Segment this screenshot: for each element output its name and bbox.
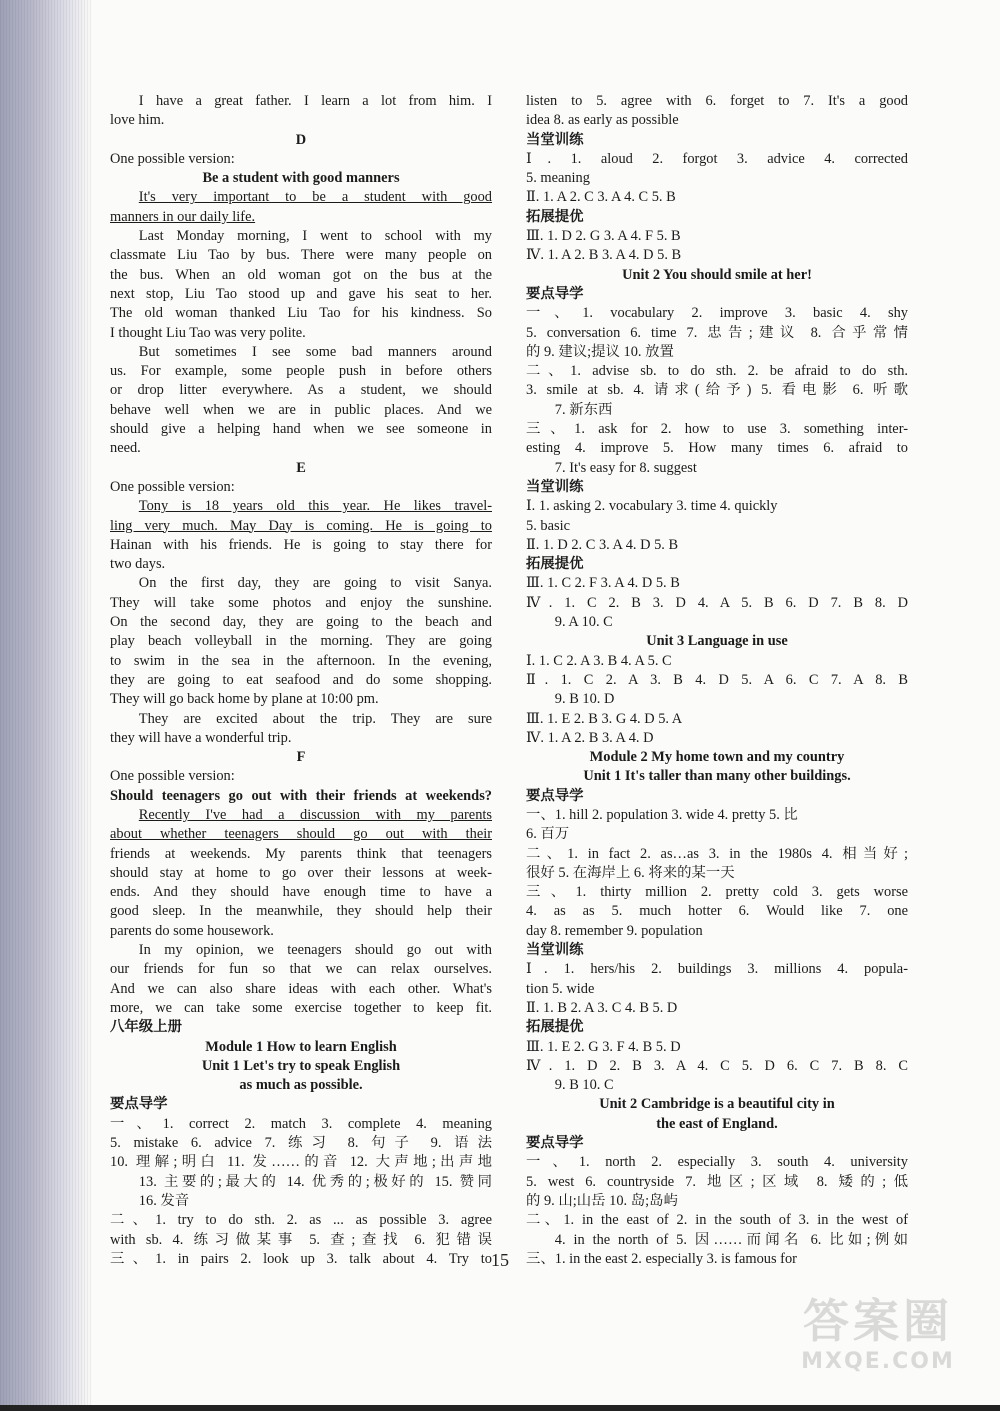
text-line: good sleep. In the meanwhile, they should help their: [110, 903, 492, 920]
text-line: 八年级上册: [110, 1019, 182, 1036]
text-line: 5. meaning: [526, 170, 590, 187]
text-line: Should teenagers go out with their friends at weekends?: [110, 787, 492, 804]
text-line: 的 9. 建议;提议 10. 放置: [526, 343, 674, 360]
text-line: 13. 主要的;最大的 14. 优秀的;极好的 15. 赞同: [138, 1173, 492, 1190]
text-line: Ⅱ. 1. C 2. A 3. B 4. D 5. A 6. C 7. A 8. B: [526, 671, 908, 688]
text-line: 5. basic: [526, 517, 570, 534]
text-line: manners in our daily life.: [110, 208, 256, 225]
text-line: our friends for fun so that we can relax ourselves.: [110, 961, 492, 978]
text-line: Unit 1 It's taller than many other buildings.: [583, 768, 851, 785]
text-line: Unit 1 Let's try to speak English: [201, 1057, 401, 1074]
text-line: 要点导学: [110, 1096, 168, 1113]
text-line: One possible version:: [110, 478, 235, 495]
left-column: [110, 92, 492, 1269]
text-line: classmate Liu Tao by bus. There were many people on: [110, 247, 492, 264]
text-line: Tony is 18 years old this year. He likes travel-: [138, 498, 492, 515]
page-number: 15: [491, 1250, 509, 1270]
text-line: 二、1. advise sb. to do sth. 2. be afraid to do sth.: [526, 363, 908, 380]
text-line: friends at weekends. My parents think that teenagers: [110, 845, 492, 862]
text-line: 5. conversation 6. time 7. 忠告;建议 8. 合乎常情: [526, 324, 908, 341]
text-line: behave well when we are in public places. And we: [110, 401, 492, 418]
text-line: 三、1. in the east 2. especially 3. is famous for: [526, 1250, 797, 1267]
text-line: Last Monday morning, I went to school with my: [138, 228, 492, 245]
scan-bottom-border: [0, 1405, 1000, 1411]
text-line: should stay at home to go over their lessons at week-: [110, 864, 492, 881]
text-line: listen to 5. agree with 6. forget to 7. It's a good: [526, 93, 908, 109]
text-line: I have a great father. I learn a lot from him. I: [138, 93, 492, 109]
text-line: 5. mistake 6. advice 7. 练习 8. 句子 9. 语法: [110, 1135, 492, 1152]
text-line: about whether teenagers should go out with their: [110, 826, 492, 843]
text-line: But sometimes I see some bad manners around: [138, 343, 492, 360]
text-line: 三、1. thirty million 2. pretty cold 3. gets worse: [526, 884, 908, 901]
text-line: Ⅰ. 1. hers/his 2. buildings 3. millions 4. popula-: [526, 961, 908, 978]
text-line: Ⅲ. 1. E 2. G 3. F 4. B 5. D: [526, 1038, 681, 1055]
text-line: 三、1. in pairs 2. look up 3. talk about 4. Try to: [110, 1250, 492, 1267]
text-line: E: [296, 459, 306, 476]
text-line: 当堂训练: [526, 131, 584, 148]
text-line: 一、1. north 2. especially 3. south 4. university: [526, 1154, 908, 1171]
text-line: 当堂训练: [526, 478, 584, 495]
text-line: D: [295, 131, 307, 148]
text-line: Ⅱ. 1. A 2. C 3. A 4. C 5. B: [526, 189, 676, 206]
text-line: day 8. remember 9. population: [526, 922, 703, 939]
scan-edge-shading: [0, 0, 92, 1411]
text-line: 二、1. in fact 2. as…as 3. in the 1980s 4. 相当好;: [526, 845, 908, 862]
text-line: One possible version:: [110, 768, 235, 785]
text-line: ling very much. May Day is coming. He is going to: [110, 517, 492, 534]
text-line: or drop litter everywhere. As a student, we should: [110, 382, 492, 399]
text-line: They will go back home by plane at 10:00 pm.: [110, 691, 379, 708]
text-line: F: [296, 749, 306, 766]
text-line: Ⅳ. 1. C 2. B 3. D 4. A 5. B 6. D 7. B 8. D: [526, 594, 908, 611]
text-line: Ⅲ. 1. D 2. G 3. A 4. F 5. B: [526, 228, 681, 245]
watermark-logo: [778, 1293, 978, 1393]
text-line: Ⅰ. 1. C 2. A 3. B 4. A 5. C: [526, 652, 672, 669]
text-line: 很好 5. 在海岸上 6. 将来的某一天: [526, 864, 735, 881]
text-line: 16. 发音: [138, 1192, 190, 1209]
text-line: 9. A 10. C: [554, 614, 613, 631]
text-line: they will have a wonderful trip.: [110, 729, 292, 746]
text-line: ends. And they should have enough time to have a: [110, 884, 492, 901]
text-line: Recently I've had a discussion with my parents: [138, 806, 492, 823]
text-line: idea 8. as early as possible: [526, 112, 679, 129]
text-line: the bus. When an old woman got on the bus at the: [110, 266, 492, 283]
text-line: play beach volleyball in the morning. They are going: [110, 633, 492, 650]
text-line: as much as possible.: [239, 1077, 363, 1094]
text-line: 4. in the north of 5. 因……而闻名 6. 比如;例如: [554, 1231, 908, 1248]
text-line: should give a helping hand when we see someone in: [110, 421, 492, 438]
text-line: Be a student with good manners: [202, 170, 400, 187]
text-line: 10. 理解;明白 11. 发……的音 12. 大声地;出声地: [110, 1154, 492, 1171]
text-line: parents do some housework.: [110, 922, 274, 939]
text-line: Ⅳ. 1. D 2. B 3. A 4. C 5. D 6. C 7. B 8. C: [526, 1057, 908, 1074]
text-line: 9. B 10. D: [554, 691, 615, 708]
text-line: Module 1 How to learn English: [205, 1038, 397, 1055]
text-line: with sb. 4. 练习做某事 5. 查;查找 6. 犯错误: [110, 1231, 492, 1248]
text-line: Ⅲ. 1. E 2. B 3. G 4. D 5. A: [526, 710, 683, 727]
text-line: In my opinion, we teenagers should go out with: [138, 942, 492, 959]
text-line: They will take some photos and enjoy the sunshine.: [110, 594, 492, 611]
text-line: 要点导学: [526, 1135, 584, 1152]
text-line: 7. 新东西: [554, 401, 613, 418]
text-line: next stop, Liu Tao stood up and gave his seat to her.: [110, 285, 492, 302]
text-line: Ⅱ. 1. B 2. A 3. C 4. B 5. D: [526, 999, 678, 1016]
text-line: Hainan with his friends. He is going to stay there for: [110, 536, 492, 553]
text-line: 4. as as 5. much hotter 6. Would like 7. one: [526, 903, 908, 920]
text-line: Ⅲ. 1. C 2. F 3. A 4. D 5. B: [526, 575, 680, 592]
text-line: need.: [110, 440, 141, 457]
text-line: two days.: [110, 556, 166, 573]
text-line: 二、1. try to do sth. 2. as ... as possible 3. agree: [110, 1212, 492, 1229]
text-line: love him.: [110, 112, 165, 129]
watermark-text: 答案圈: [803, 1294, 953, 1348]
text-line: Ⅰ. 1. asking 2. vocabulary 3. time 4. quickly: [526, 498, 778, 515]
text-line: Unit 3 Language in use: [646, 633, 788, 650]
text-line: Ⅳ. 1. A 2. B 3. A 4. D 5. B: [526, 247, 682, 264]
text-line: 二、1. in the east of 2. in the south of 3. in the west of: [526, 1212, 908, 1229]
text-line: 一、1. hill 2. population 3. wide 4. pretty 5. 比: [526, 806, 798, 823]
text-line: the east of England.: [656, 1115, 778, 1132]
text-line: Module 2 My home town and my country: [589, 749, 845, 766]
text-line: 三、1. ask for 2. how to use 3. something inter-: [526, 421, 908, 438]
text-line: tion 5. wide: [526, 980, 595, 997]
text-line: 拓展提优: [526, 208, 584, 225]
text-line: 要点导学: [526, 285, 584, 302]
text-line: esting 4. improve 5. How many times 6. afraid to: [526, 440, 908, 457]
text-line: 要点导学: [526, 787, 584, 804]
text-line: 6. 百万: [526, 826, 570, 843]
text-line: On the first day, they are going to visit Sanya.: [138, 575, 492, 592]
text-line: 的 9. 山;山岳 10. 岛;岛屿: [526, 1192, 678, 1209]
text-line: Ⅱ. 1. D 2. C 3. A 4. D 5. B: [526, 536, 679, 553]
text-line: they are going to eat seafood and do some shopping.: [110, 671, 492, 688]
text-line: And we can also share ideas with each other. What's: [110, 980, 492, 997]
text-line: Ⅳ. 1. A 2. B 3. A 4. D: [526, 729, 654, 746]
text-line: 7. It's easy for 8. suggest: [554, 459, 697, 476]
text-line: 9. B 10. C: [554, 1077, 614, 1094]
text-line: Unit 2 You should smile at her!: [622, 266, 812, 283]
watermark-url: MXQE.COM: [801, 1349, 955, 1374]
text-line: The old woman thanked Liu Tao for his kindness. So: [110, 305, 492, 322]
text-line: Ⅰ. 1. aloud 2. forgot 3. advice 4. corrected: [526, 150, 908, 167]
text-line: to swim in the sea in the afternoon. In the evening,: [110, 652, 492, 669]
text-line: 拓展提优: [526, 556, 584, 573]
text-line: Unit 2 Cambridge is a beautiful city in: [599, 1096, 835, 1113]
right-column: [526, 92, 908, 1269]
text-line: I thought Liu Tao was very polite.: [110, 324, 306, 341]
text-line: us. For example, some people push in before others: [110, 363, 492, 380]
text-line: more, we can take some exercise together to keep fit.: [110, 999, 492, 1016]
text-line: They are excited about the trip. They are sure: [138, 710, 492, 727]
text-line: 一、1. vocabulary 2. improve 3. basic 4. shy: [526, 305, 908, 322]
text-line: 3. smile at sb. 4. 请求(给予) 5. 看电影 6. 听歌: [526, 382, 908, 399]
text-line: It's very important to be a student with good: [138, 189, 492, 206]
text-line: 5. west 6. countryside 7. 地区;区域 8. 矮的;低: [526, 1173, 908, 1190]
text-line: One possible version:: [110, 150, 235, 167]
text-line: 当堂训练: [526, 942, 584, 959]
text-line: On the second day, they are going to the beach and: [110, 614, 492, 631]
text-line: 一、1. correct 2. match 3. complete 4. meaning: [110, 1115, 492, 1132]
text-line: 拓展提优: [526, 1019, 584, 1036]
